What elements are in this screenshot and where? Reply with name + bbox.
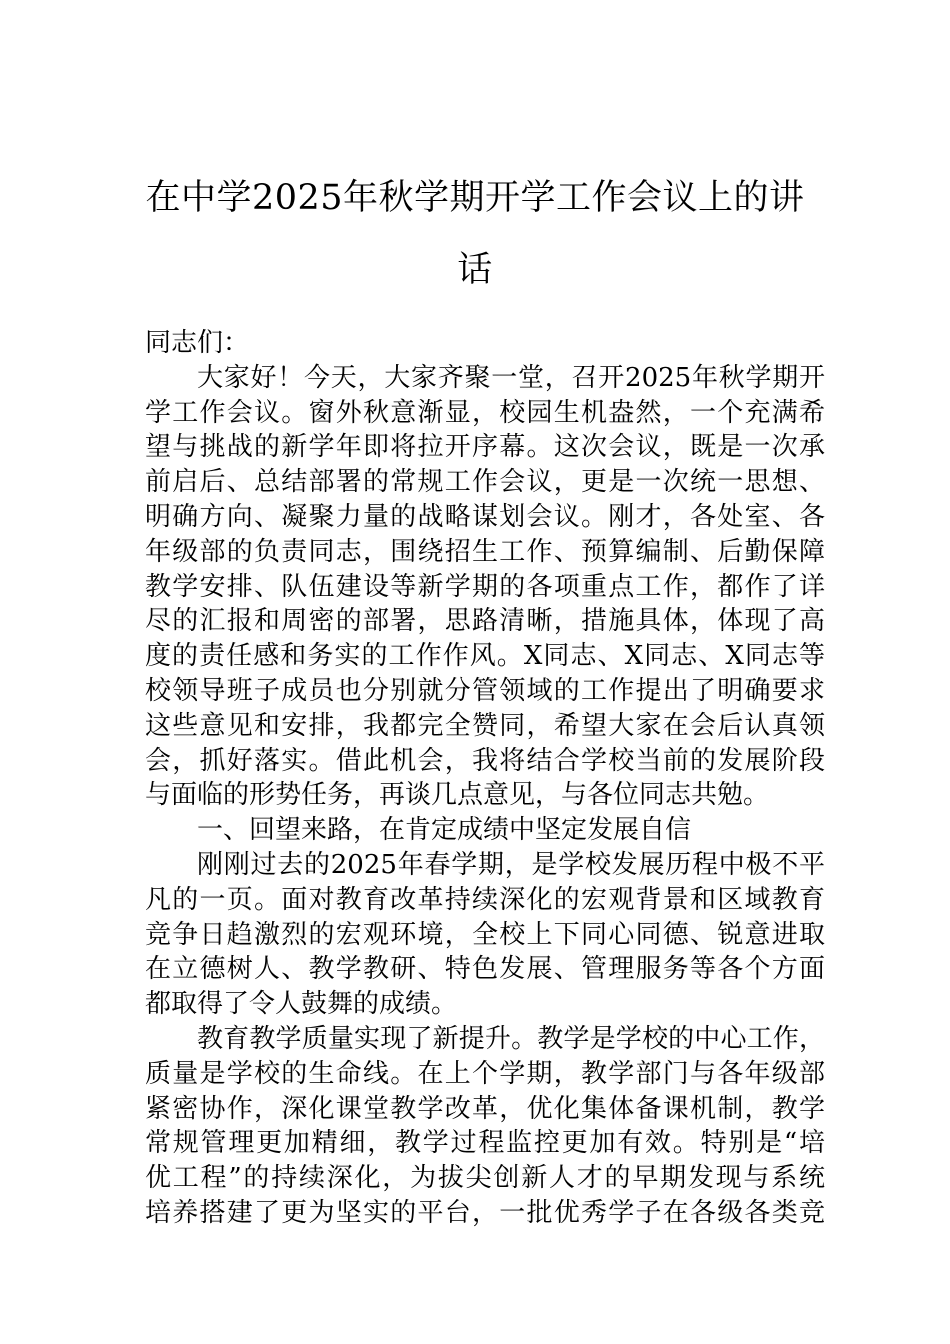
text-line: 质量是学校的生命线。在上个学期，教学部门与各年级部: [145, 1058, 825, 1089]
heading-line: 一、回望来路，在肯定成绩中坚定发展自信: [197, 815, 692, 846]
document-body: [145, 326, 825, 1231]
text-line: 教学安排、队伍建设等新学期的各项重点工作，都作了详: [145, 571, 825, 602]
text-line: 校领导班子成员也分别就分管领域的工作提出了明确要求: [145, 675, 825, 706]
text-line: 常规管理更加精细，教学过程监控更加有效。特别是“培: [145, 1128, 825, 1159]
text-line: 优工程”的持续深化，为拔尖创新人才的早期发现与系统: [145, 1163, 825, 1194]
text-line: 度的责任感和务实的工作作风。X同志、X同志、X同志等: [145, 641, 825, 672]
text-line: 前启后、总结部署的常规工作会议，更是一次统一思想、: [145, 467, 825, 498]
paragraph-review: [145, 848, 825, 1022]
text-line: 明确方向、凝聚力量的战略谋划会议。刚才，各处室、各: [145, 501, 825, 532]
title-line: 在中学2025年秋学期开学工作会议上的讲: [145, 178, 805, 218]
section-heading: [145, 813, 825, 848]
text-line: 紧密协作，深化课堂教学改革，优化集体备课机制，教学: [145, 1093, 825, 1124]
title-line: 话: [457, 250, 493, 290]
text-line: 与面临的形势任务，再谈几点意见，与各位同志共勉。: [145, 780, 770, 811]
text-line: 刚刚过去的2025年春学期，是学校发展历程中极不平: [197, 849, 825, 880]
text-line: 培养搭建了更为坚实的平台，一批优秀学子在各级各类竞: [145, 1197, 825, 1228]
text-line: 年级部的负责同志，围绕招生工作、预算编制、后勤保障: [145, 536, 825, 567]
paragraph-quality: [145, 1022, 825, 1231]
text-line: 会，抓好落实。借此机会，我将结合学校当前的发展阶段: [145, 745, 825, 776]
text-line: 凡的一页。面对教育改革持续深化的宏观背景和区域教育: [145, 884, 825, 915]
text-line: 都取得了令人鼓舞的成绩。: [145, 989, 458, 1020]
text-line: 在立德树人、教学教研、特色发展、管理服务等各个方面: [145, 954, 825, 985]
text-line: 大家好！今天，大家齐聚一堂，召开2025年秋学期开: [197, 362, 825, 393]
text-line: 学工作会议。窗外秋意渐显，校园生机盎然，一个充满希: [145, 397, 825, 428]
text-line: 这些意见和安排，我都完全赞同，希望大家在会后认真领: [145, 710, 825, 741]
document-title: [140, 162, 810, 306]
text-line: 尽的汇报和周密的部署，思路清晰，措施具体，体现了高: [145, 606, 825, 637]
text-line: 教育教学质量实现了新提升。教学是学校的中心工作，: [197, 1023, 825, 1054]
greeting: 同志们：: [145, 328, 250, 358]
paragraph-opening: [145, 361, 825, 813]
text-line: 竞争日趋激烈的宏观环境，全校上下同心同德、锐意进取: [145, 919, 825, 950]
text-line: 望与挑战的新学年即将拉开序幕。这次会议，既是一次承: [145, 432, 825, 463]
